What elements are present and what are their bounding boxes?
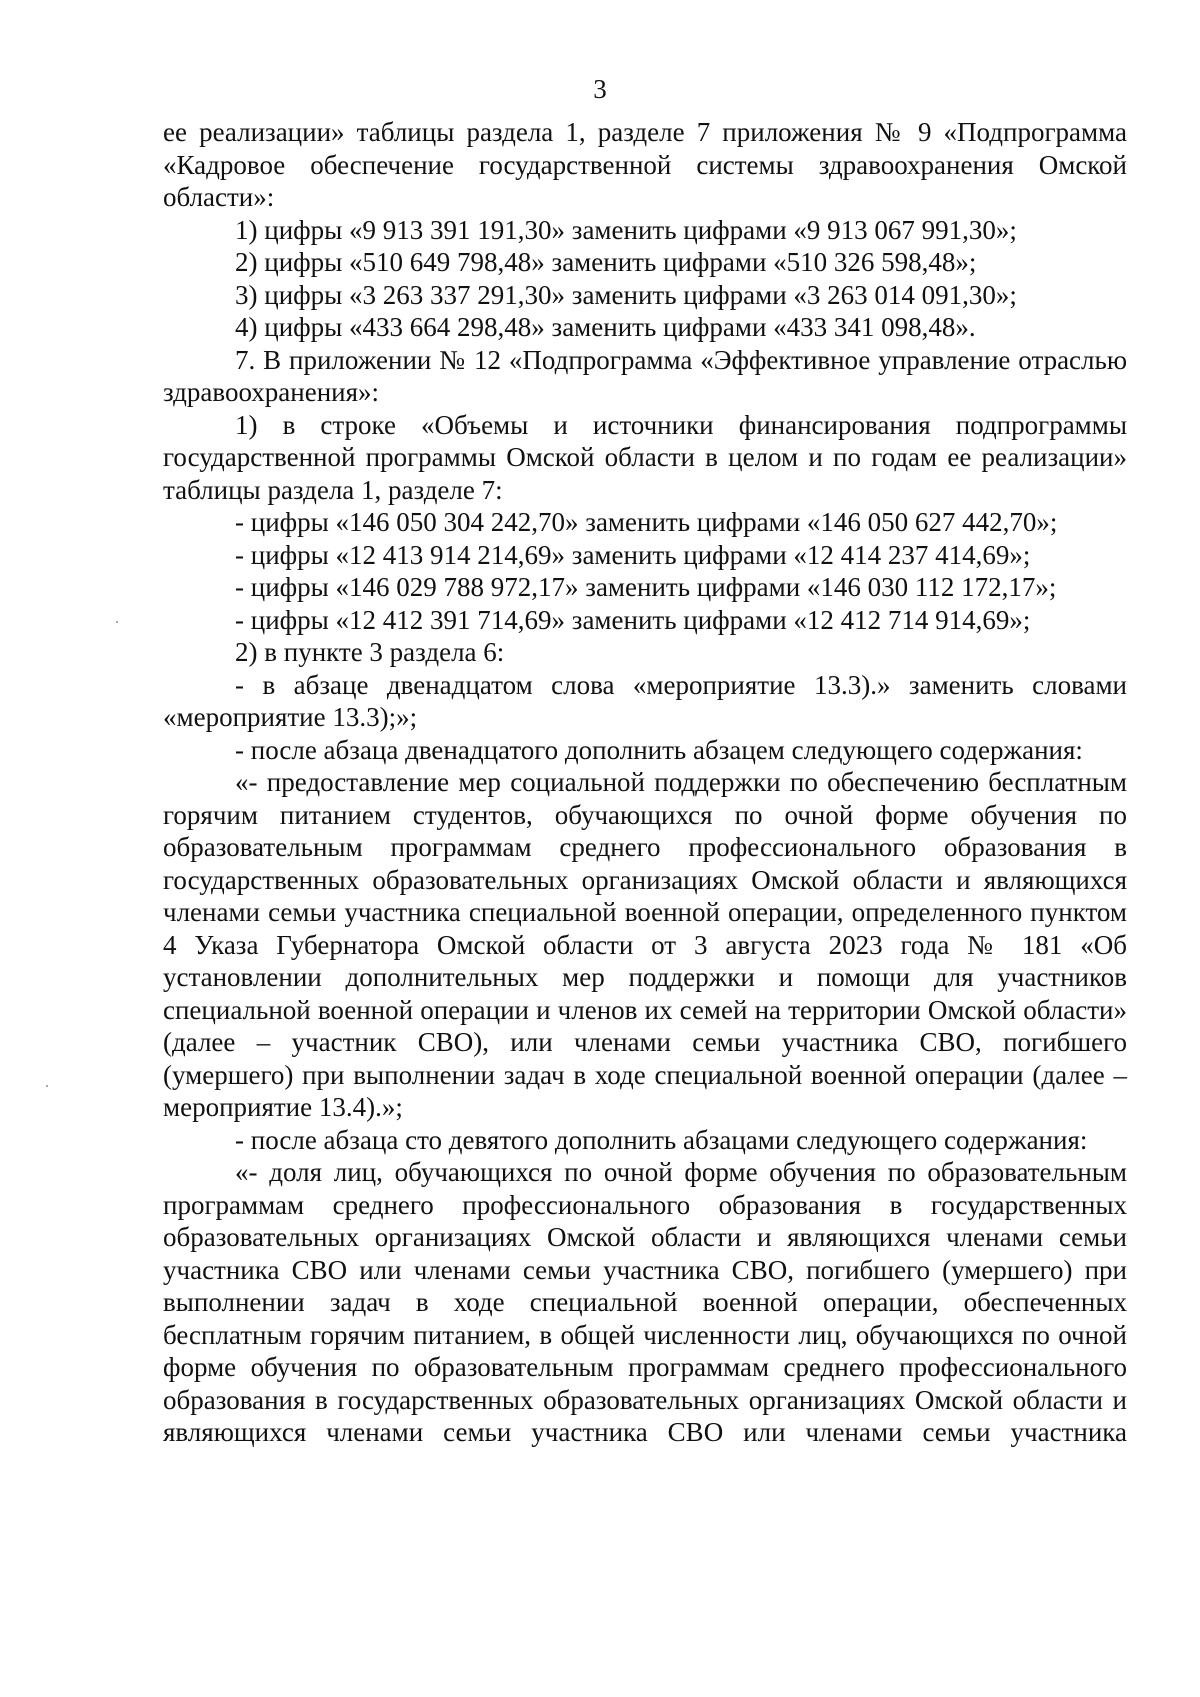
page-number: 3 [593,74,607,104]
paragraph-subitem-1-financing: 1) в строке «Объемы и источники финансирования подпрограммы государственной программы Омской области в целом и по годам ее реализации» таблицы раздела 1, разделе 7: [163,409,1127,505]
paragraph-subitem-2-point-3: 2) в пункте 3 раздела 6: [235,637,505,667]
paragraph-dash-figures-2: - цифры «12 413 914 214,69» заменить цифрами «12 414 237 414,69»; [235,539,1031,570]
paragraph-section-7: 7. В приложении № 12 «Подпрограмма «Эффективное управление отраслью здравоохранения»: [163,344,1127,407]
paragraph-replace-words: - в абзаце двенадцатом слова «мероприятие 13.3).» заменить словами «мероприятие 13.3);»; [163,669,1127,732]
paragraph-dash-figures-1: - цифры «146 050 304 242,70» заменить цифрами «146 050 627 442,70»; [235,507,1058,537]
paragraph-add-after-109th: - после абзаца сто девятого дополнить абзацами следующего содержания: [235,1124,1088,1155]
paragraph-intro-continuation: ее реализации» таблицы раздела 1, разделе 7 приложения № 9 «Подпрограмма «Кадровое обеспечение государственной системы здравоохранения Омской области»: [163,117,1127,212]
scan-speck-1 [116,621,118,623]
document-body [163,116,1127,1449]
paragraph-item-1-figures: 1) цифры «9 913 391 191,30» заменить цифрами «9 913 067 991,30»; [235,214,1017,245]
paragraph-dash-figures-3: - цифры «146 029 788 972,17» заменить цифрами «146 030 112 172,17»; [235,572,1057,602]
paragraph-add-after-twelfth: - после абзаца двенадцатого дополнить абзацем следующего содержания: [235,734,1083,765]
scan-speck-2 [46,1085,48,1087]
paragraph-quoted-share-indicator: «- доля лиц, обучающихся по очной форме обучения по образовательным программам среднего профессионального образования в государственных образовательных организациях Омской области и являющихся членами семьи участника СВО или членами семьи участника СВО, погибшего (умершего) при выполнении задач в ходе специальной военной операции, обеспеченных бесплатным горячим питанием, в общей численности лиц, обучающихся по очной форме обучения по образовательным программам среднего профессионального образования в государственных образовательных организациях Омской области и являющихся членами семьи участника СВО или членами семьи участника [163,1157,1127,1447]
paragraph-item-4-figures: 4) цифры «433 664 298,48» заменить цифрами «433 341 098,48». [235,312,976,342]
paragraph-dash-figures-4: - цифры «12 412 391 714,69» заменить цифрами «12 412 714 914,69»; [235,604,1031,635]
paragraph-item-3-figures: 3) цифры «3 263 337 291,30» заменить цифрами «3 263 014 091,30»; [235,279,1017,310]
paragraph-quoted-measure-13-4: «- предоставление мер социальной поддержки по обеспечению бесплатным горячим питанием студентов, обучающихся по очной форме обучения по образовательным программам среднего профессионального образования в государственных образовательных организациях Омской области и являющихся членами семьи участника специальной военной операции, определенного пунктом 4 Указа Губернатора Омской области от 3 августа 2023 года № 181 «Об установлении дополнительных мер поддержки и помощи для участников специальной военной операции и членов их семей на территории Омской области» (далее – участник СВО), или членами семьи участника СВО, погибшего (умершего) при выполнении задач в ходе специальной военной операции (далее – мероприятие 13.4).»; [163,767,1127,1122]
paragraph-item-2-figures: 2) цифры «510 649 798,48» заменить цифрами «510 326 598,48»; [235,247,977,277]
